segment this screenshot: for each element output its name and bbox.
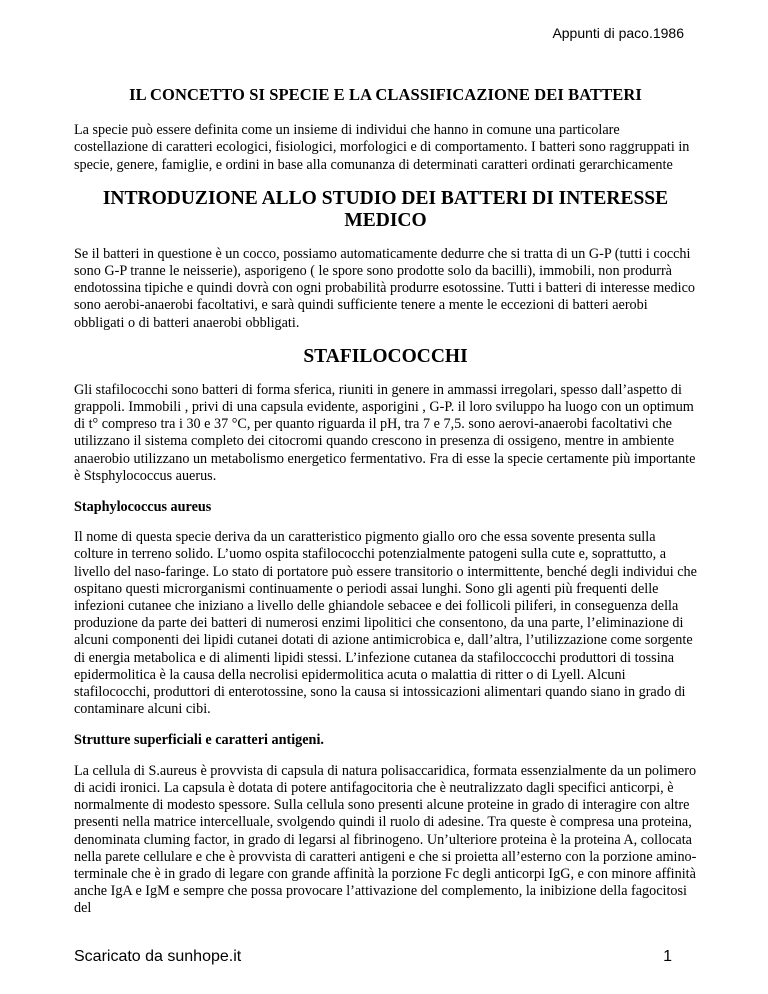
footer-source-site: Scaricato da sunhope.it xyxy=(74,948,242,965)
document-title: IL CONCETTO SI SPECIE E LA CLASSIFICAZIONE DEI BATTERI xyxy=(129,85,642,104)
section-title-introduction: INTRODUZIONE ALLO STUDIO DEI BATTERI DI INTERESSE MEDICO xyxy=(102,187,669,231)
staphylococci-paragraph: Gli stafilococchi sono batteri di forma sferica, riuniti in genere in ammassi irregolari, spesso dall’aspetto di grappoli. Immobili , privi di una capsula evidente, asporigini , G-P. il loro sviluppo ha luogo con un optimum di t° compreso tra i 30 e 37 °C, per quanto riguarda il pH, tra 7 e 7,5. sono aerovi-anaerobi facoltativi che utilizzano il sistema completo dei citocromi quando crescono in presenza di ossigeno, mentre in ambiente anaerobio utilizzano un metabolismo energetico fermentativo. Fra di esse la specie certamente più importante è Stsphylococcus auerus. xyxy=(74,381,696,484)
document-body xyxy=(74,86,697,931)
structures-paragraph: La cellula di S.aureus è provvista di capsula di natura polisaccaridica, formata essenzialmente da un polimero di acidi ironici. La capsula è dotata di potere antifagocitoria che è neutralizzato dagli specifici anticorpi, è normalmente di modesto spessore. Sulla cellula sono presenti alcune proteine in grado di interagire con altre presenti nella matrice intercelluale, svolgendo quindi il ruolo di adesine. Tra queste è compresa una proteina, denominata cluming factor, in grado di legarsi al fibrinogeno. Un’ulteriore proteina è la proteina A, collocata nella parete cellulare e che è provvista di caratteri antigeni e che si proietta all’esterno con la porzione amino-terminale che è in grado di legare con grande affinità la porzione Fc degli anticorpi IgG, e con minore affinità anche IgA e IgM e sempre che possa provocare l’attivazione del complemento, la inibizione della fagocitosi del xyxy=(74,762,697,917)
aureus-paragraph: Il nome di questa specie deriva da un caratteristico pigmento giallo oro che essa sovente presenta sulla colture in terreno solido. L’uomo ospita stafilococchi potenzialmente patogeni sulla cute e, soprattutto, a livello del naso-faringe. Lo stato di portatore può essere transitorio o intermittente, benché degli individui che ospitano questi microrganismi continuamente o periodi assai lunghi. Sono gli agenti più frequenti delle infezioni cutanee che iniziano a livello delle ghiandole sebacee e dei follicoli piliferi, in conseguenza della produzione da parte dei batteri di numerosi enzimi lipolitici che consentono, da una parte, l’eliminazione di alcuni componenti dei lipidi cutanei dotati di azione antimicrobica e, dall’altra, l’utilizzazione come sorgente di energia metabolica e di alimenti lipidi stessi. L’infezione cutanea da stafiloccocchi produttori di tossina epidermolitica è la causa della necrolisi epidermolitica acuta o malattia di ritter o di Lyell. Alcuni stafilococchi, produttori di enterotossine, sono la causa si intossicazioni alimentari quando siano in grado di contaminare alcuni cibi. xyxy=(74,529,697,718)
subsection-title-aureus: Staphylococcus aureus xyxy=(74,499,212,516)
introduction-paragraph: Se il batteri in questione è un cocco, possiamo automaticamente dedurre che si tratta di un G-P (tutti i cocchi sono G-P tranne le neisserie), asporigeno ( le spore sono prodotte solo da bacilli), immobili, non produrrà endotossina tipiche e quindi dovrà con ogni probabilità produrre esotossine. Tutti i batteri di interesse medico sono aerobi-anaerobi facoltativi, e sarà quindi sufficiente tenere a mente le eccezioni di batteri aerobi obbligati o di batteri anaerobi obbligati. xyxy=(74,245,695,331)
subsection-title-structures: Strutture superficiali e caratteri antigeni. xyxy=(74,732,324,749)
header-source-note: Appunti di paco.1986 xyxy=(552,25,684,41)
intro-paragraph: La specie può essere definita come un insieme di individui che hanno in comune una particolare costellazione di caratteri ecologici, fisiologici, morfologici e di comportamento. I batteri sono raggruppati in specie, genere, famiglie, e ordini in base alla comunanza di determinati caratteri ordinati gerarchicamente xyxy=(74,122,690,173)
section-title-staphylococci: STAFILOCOCCHI xyxy=(303,345,468,367)
page-number: 1 xyxy=(663,948,672,965)
